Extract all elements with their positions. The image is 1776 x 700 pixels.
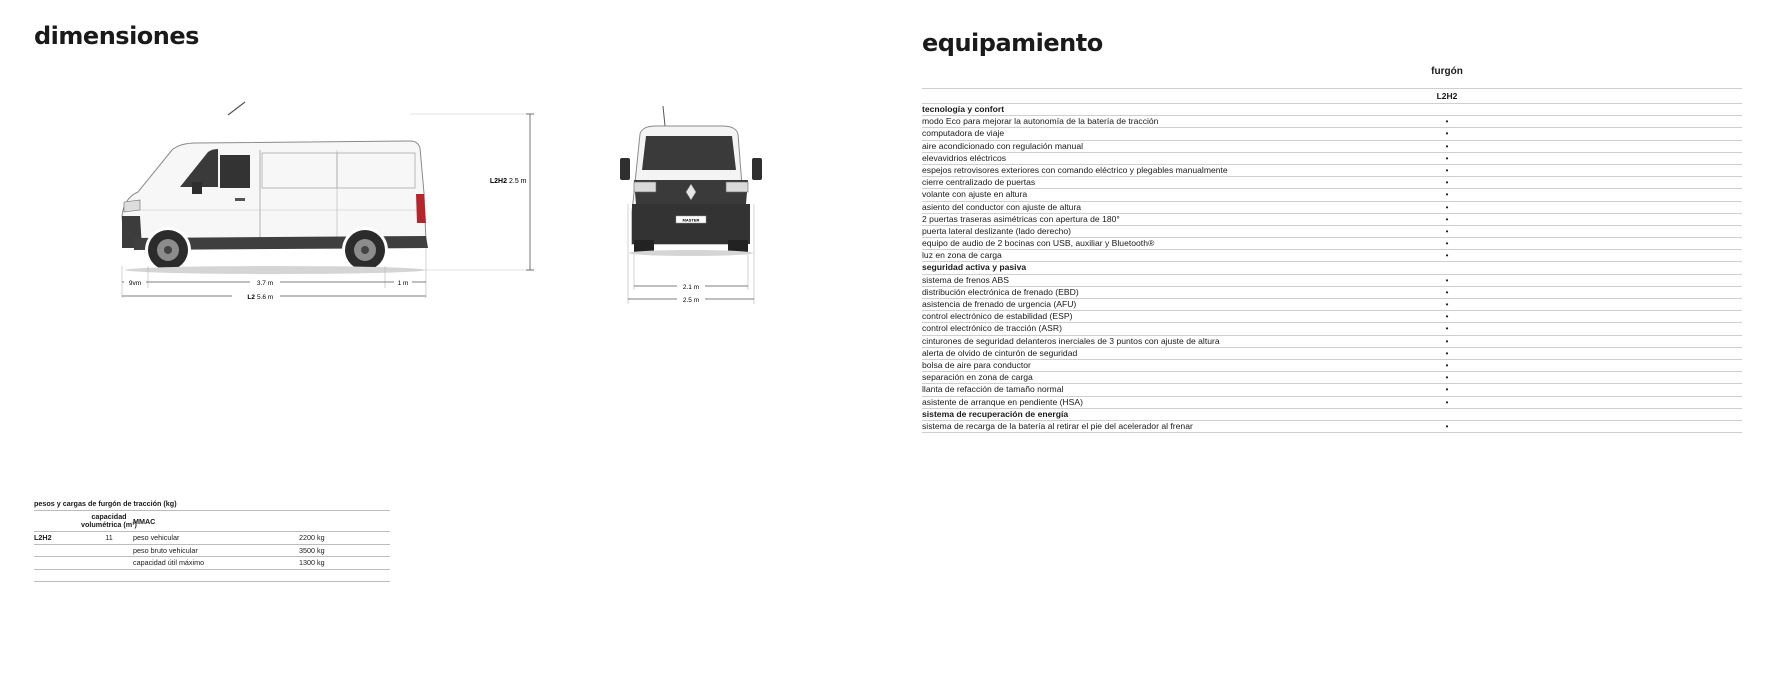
equipment-column-header	[922, 62, 1742, 89]
rear-overhang-label: 1 m	[397, 280, 409, 287]
availability-mark: •	[1445, 226, 1449, 236]
feature-label: control electrónico de estabilidad (ESP)	[922, 311, 1073, 322]
equipment-row	[922, 299, 1742, 311]
weights-table	[34, 498, 390, 582]
feature-label: control electrónico de tracción (ASR)	[922, 323, 1062, 334]
availability-mark: •	[1445, 129, 1449, 139]
availability-mark: •	[1445, 178, 1449, 188]
weights-table-title: pesos y cargas de furgón de tracción (kg)	[34, 498, 390, 511]
availability-mark: •	[1445, 117, 1449, 127]
availability-mark: •	[1445, 214, 1449, 224]
weight-label-cell: capacidad útil máximo	[133, 558, 205, 567]
equipment-row	[922, 214, 1742, 226]
height-value-label: 2.5 m	[509, 178, 527, 185]
feature-label: aire acondicionado con regulación manual	[922, 140, 1084, 151]
feature-label: bolsa de aire para conductor	[922, 359, 1031, 370]
equipment-row	[922, 372, 1742, 384]
license-plate: MASTER	[682, 217, 700, 223]
weight-label-cell: peso vehicular	[133, 533, 180, 542]
weight-value-cell: 2200 kg	[299, 533, 325, 542]
length-value-label: 5.6 m	[257, 294, 274, 301]
weight-label-cell: peso bruto vehicular	[133, 545, 198, 555]
front-overhang-label: 9vm	[128, 280, 142, 287]
feature-label: cinturones de seguridad delanteros inerciales de 3 puntos con ajuste de altura	[922, 335, 1220, 346]
feature-label: elevavidrios eléctricos	[922, 152, 1007, 163]
feature-label: luz en zona de carga	[922, 250, 1002, 261]
availability-mark: •	[1445, 324, 1449, 334]
section-label: seguridad activa y pasiva	[922, 262, 1027, 273]
height-model-label: L2H2	[489, 178, 507, 185]
equipment-row	[922, 202, 1742, 214]
availability-mark: •	[1445, 165, 1449, 175]
equipment-row	[922, 360, 1742, 372]
equipment-row	[922, 323, 1742, 335]
availability-mark: •	[1445, 312, 1449, 322]
equipment-row	[922, 165, 1742, 177]
equipment-row	[922, 250, 1742, 262]
mmac-header: MMAC	[133, 517, 156, 526]
equipment-row	[922, 128, 1742, 140]
equipment-section-row	[922, 262, 1742, 274]
weights-row	[34, 557, 390, 570]
feature-label: cierre centralizado de puertas	[922, 177, 1036, 188]
section-label: tecnología y confort	[922, 104, 1005, 114]
capacity-cell: 11	[105, 533, 113, 542]
equipment-table	[922, 62, 1742, 433]
equipment-row	[922, 336, 1742, 348]
weights-row	[34, 545, 390, 558]
feature-label: puerta lateral deslizante (lado derecho)	[922, 225, 1072, 236]
outer-width-label: 2.5 m	[682, 297, 700, 304]
model-cell: L2H2	[34, 533, 52, 542]
feature-label: alerta de olvido de cinturón de seguridad	[922, 347, 1078, 358]
availability-mark: •	[1445, 153, 1449, 163]
equipment-row	[922, 397, 1742, 409]
equipment-row	[922, 177, 1742, 189]
length-model-label: L2	[247, 294, 255, 301]
equipment-row	[922, 153, 1742, 165]
section-label: sistema de recuperación de energía	[922, 408, 1069, 419]
capacity-header: capacidad volumétrica (m³)	[81, 512, 137, 529]
equipment-row	[922, 384, 1742, 396]
equipment-rows	[922, 104, 1742, 433]
equipment-row	[922, 287, 1742, 299]
weights-table-header	[34, 511, 390, 532]
availability-mark: •	[1445, 348, 1449, 358]
feature-label: modo Eco para mejorar la autonomía de la batería de tracción	[922, 116, 1159, 127]
equipment-row	[922, 226, 1742, 238]
van-front-view-diagram	[616, 104, 766, 309]
feature-label: asistente de arranque en pendiente (HSA)	[922, 396, 1083, 407]
availability-mark: •	[1445, 397, 1449, 407]
feature-label: asiento del conductor con ajuste de altura	[922, 201, 1082, 212]
equipment-row	[922, 141, 1742, 153]
feature-label: llanta de refacción de tamaño normal	[922, 384, 1064, 395]
feature-label: sistema de frenos ABS	[922, 274, 1009, 285]
equipment-title: equipamiento	[922, 29, 1103, 57]
feature-label: equipo de audio de 2 bocinas con USB, auxiliar y Bluetooth®	[922, 238, 1155, 249]
availability-mark: •	[1445, 251, 1449, 261]
equipment-row	[922, 116, 1742, 128]
availability-mark: •	[1445, 385, 1449, 395]
feature-label: sistema de recarga de la batería al retirar el pie del acelerador al frenar	[922, 420, 1193, 431]
feature-label: asistencia de frenado de urgencia (AFU)	[922, 299, 1077, 309]
availability-mark: •	[1445, 336, 1449, 346]
equipment-column-subheader	[922, 89, 1742, 104]
equipment-row	[922, 275, 1742, 287]
availability-mark: •	[1445, 421, 1449, 431]
availability-mark: •	[1445, 275, 1449, 285]
dimensions-title: dimensiones	[34, 22, 199, 50]
availability-mark: •	[1445, 300, 1449, 309]
equipment-section-row	[922, 409, 1742, 421]
equipment-row	[922, 311, 1742, 323]
feature-label: distribución electrónica de frenado (EBD)	[922, 286, 1079, 297]
availability-mark: •	[1445, 360, 1449, 370]
availability-mark: •	[1445, 239, 1449, 249]
weights-table-end	[34, 570, 390, 582]
feature-label: separación en zona de carga	[922, 372, 1033, 383]
equipment-row	[922, 189, 1742, 201]
weights-row	[34, 532, 390, 545]
column-title: furgón	[1431, 66, 1463, 77]
availability-mark: •	[1445, 373, 1449, 383]
wheelbase-label: 3.7 m	[256, 280, 274, 287]
availability-mark: •	[1445, 202, 1449, 212]
weight-value-cell: 1300 kg	[299, 558, 325, 567]
availability-mark: •	[1445, 287, 1449, 297]
inner-width-label: 2.1 m	[682, 284, 700, 291]
equipment-section-row	[922, 104, 1742, 116]
equipment-row	[922, 238, 1742, 250]
weight-value-cell: 3500 kg	[299, 545, 325, 555]
availability-mark: •	[1445, 141, 1449, 151]
feature-label: computadora de viaje	[922, 128, 1005, 139]
weights-rows	[34, 532, 390, 570]
equipment-row	[922, 348, 1742, 360]
feature-label: 2 puertas traseras asimétricas con apertura de 180°	[922, 213, 1120, 224]
feature-label: espejos retrovisores exteriores con comando eléctrico y plegables manualmente	[922, 164, 1228, 175]
availability-mark: •	[1445, 190, 1449, 200]
feature-label: volante con ajuste en altura	[922, 189, 1028, 200]
equipment-row	[922, 421, 1742, 433]
van-side-view-diagram	[110, 98, 570, 308]
column-subtitle: L2H2	[1436, 91, 1458, 101]
